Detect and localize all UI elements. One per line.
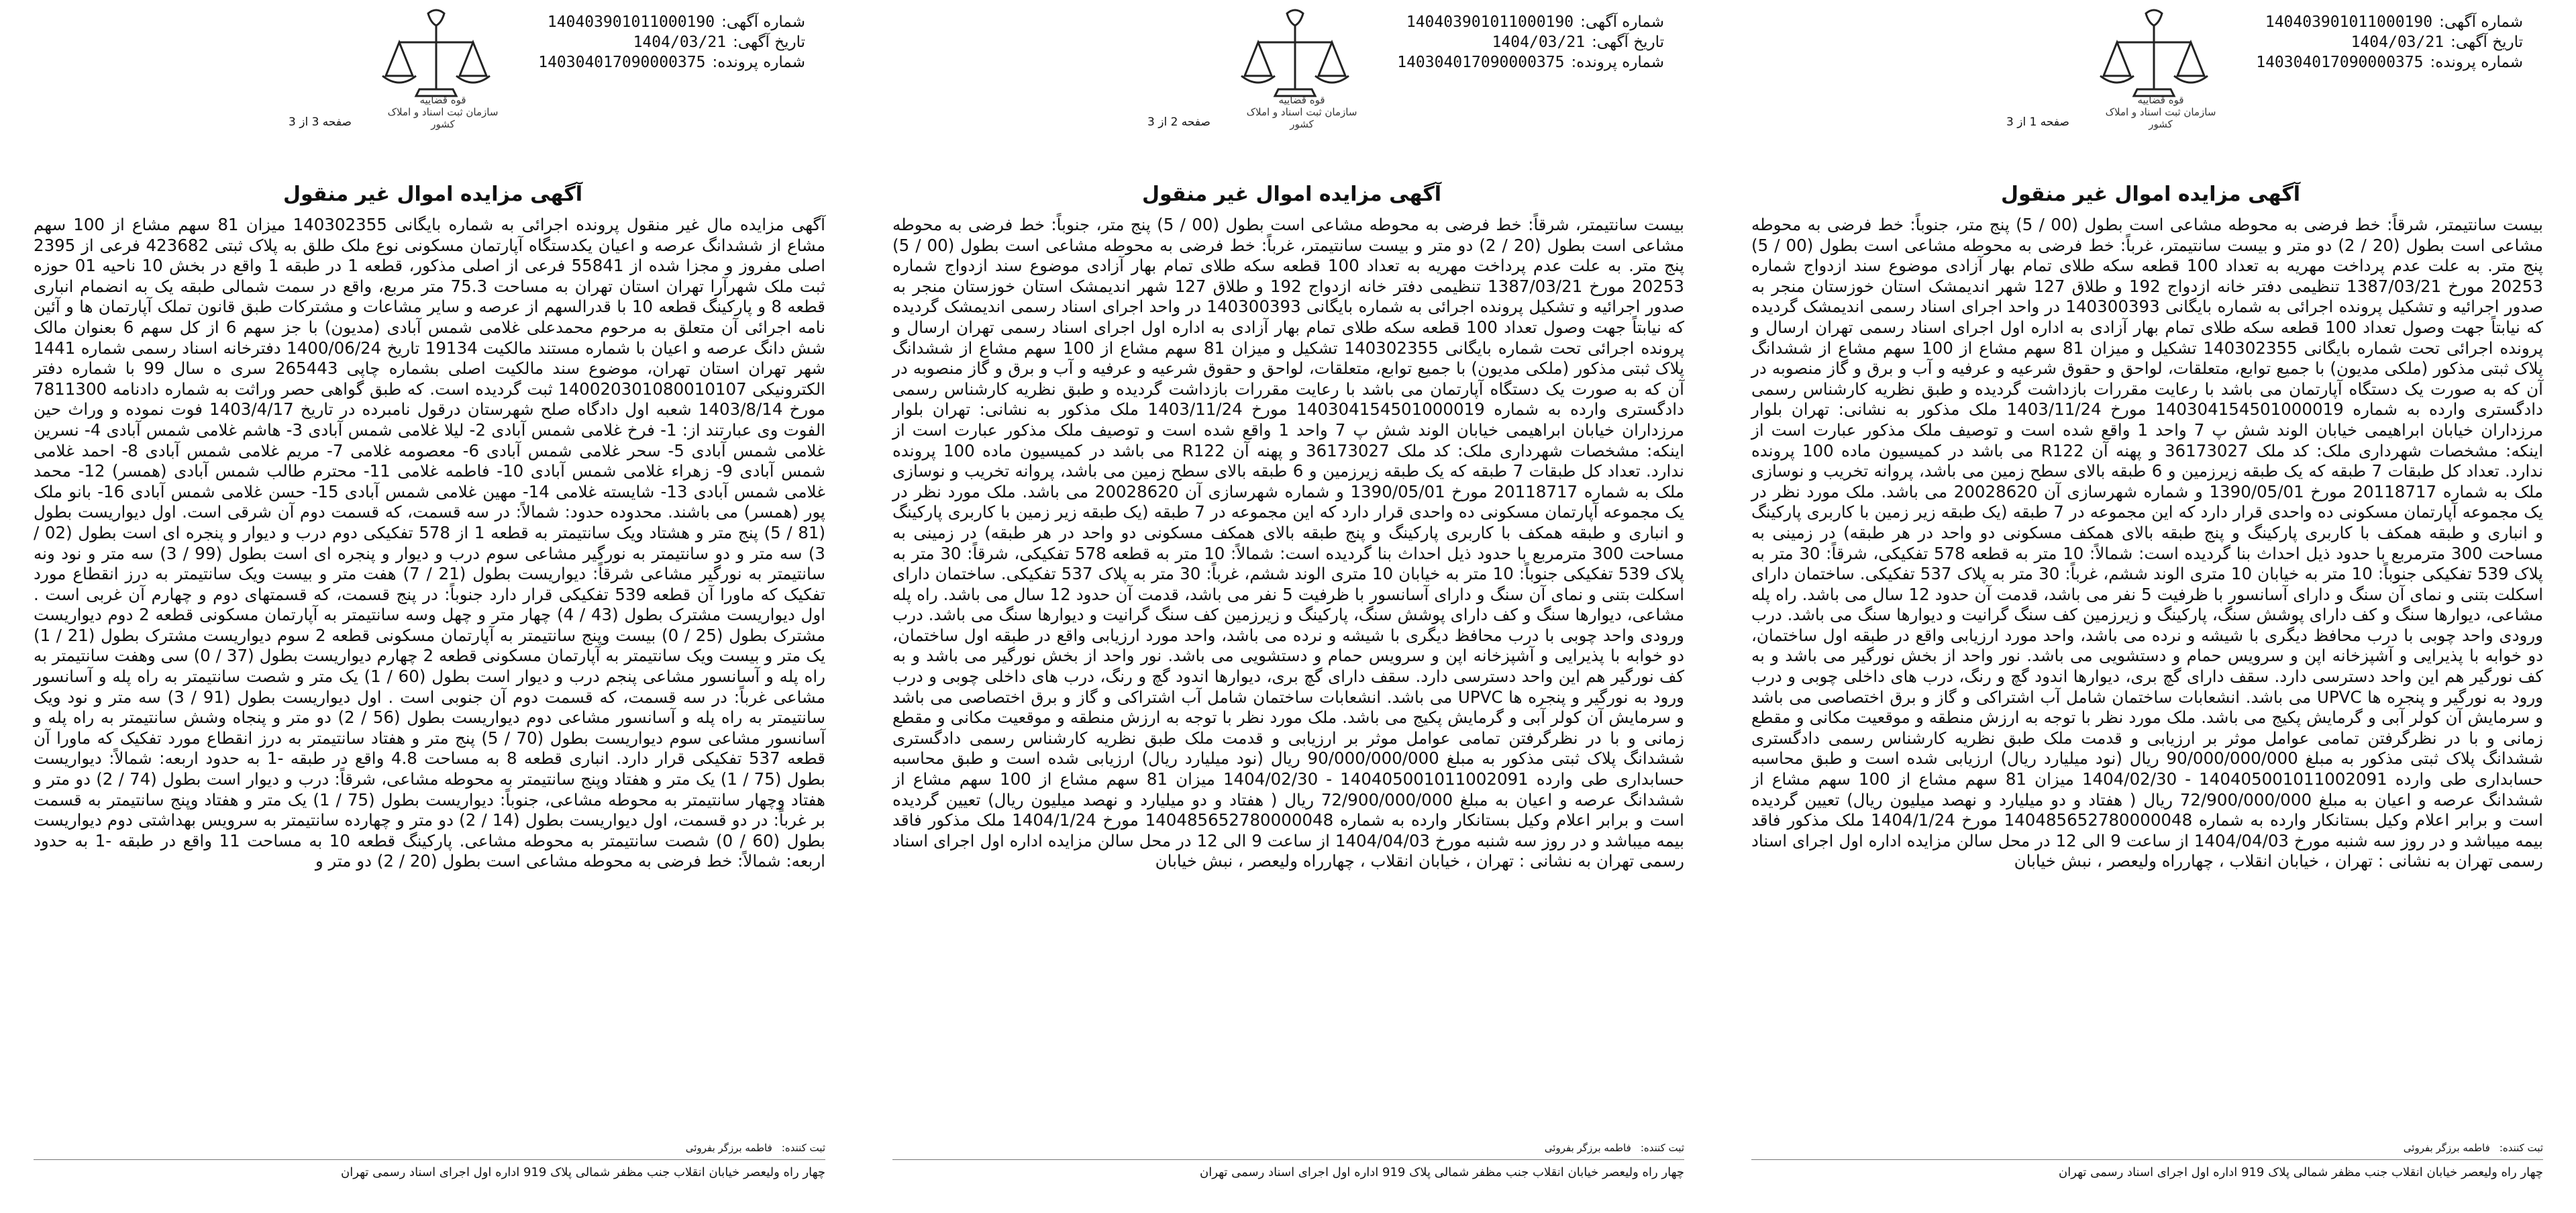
notice-date: 1404/03/21 (2351, 34, 2444, 51)
org-line-2: سازمان ثبت اسناد و املاک کشور (387, 106, 499, 130)
notice-number-label: شماره آگهی: (1580, 13, 1664, 31)
signer-name: فاطمه برزگر بفروئی (685, 1142, 772, 1154)
notice-date-label: تاریخ آگهی: (733, 34, 805, 51)
organization-logo-text (2094, 94, 2228, 130)
org-line-1: قوه قضاییه (1278, 94, 1325, 106)
organization-logo-text (376, 94, 510, 130)
signer (34, 1142, 825, 1154)
notice-sheet-2 (872, 0, 1711, 1213)
org-line-2: سازمان ثبت اسناد و املاک کشور (1246, 106, 1357, 130)
notice-date-label: تاریخ آگهی: (1592, 34, 1664, 51)
notice-body: بیست سانتیمتر، شرقاً: خط فرضی به محوطه مشاعی است بطول (00 / 5) پنج متر، جنوباً: خط فرضی به محوطه مشاعی است بطول (20 / 2) دو متر و بیست سانتیمتر، غرباً: خط فرضی به محوطه مشاعی است بطول (00 / 5) پنج متر. به علت عدم پرداخت مهریه به تعداد 100 قطعه سکه طلای تمام بهار آزادی موضوع سند ازدواج شماره 20253 مورخ 1387/03/21 تنظیمی دفتر خانه ازدواج 192 و طلاق 127 شهر اندیمشک استان خوزستان منجر به صدور اجرائیه و تشکیل پرونده اجرائی به شماره بایگانی 140300393 در واحد اجرای اسناد رسمی اندیمشک گردیده که نیابتاً جهت وصول تعداد 100 قطعه سکه طلای تمام بهار آزادی به اداره اول اجرای اسناد رسمی تهران ارسال و پرونده اجرائی تحت شماره بایگانی 140302355 تشکیل و میزان 81 سهم مشاع از 100 سهم مشاع از ششدانگ پلاک ثبتی مذکور (ملکی مدیون) با جمیع توابع، متعلقات، لواحق و حقوق شرعیه و عرفیه و آب و برق و گاز منصوبه در آن که به صورت یک دستگاه آپارتمان می باشد با رعایت مقررات بازداشت گردیده و طبق نظریه کارشناس رسمی دادگستری وارده به شماره 140304154501000019 مورخ 1403/11/24 ملک مذکور به نشانی: تهران بلوار مرزداران خیابان ابراهیمی خیابان الوند شش پ 7 واحد 1 واقع شده است و توصیف ملک مذکور عبارت است از اینکه: مشخصات شهرداری ملک: کد ملک 36173027 و پهنه آن R122 می باشد در کمیسیون ماده 100 پرونده ندارد. تعداد کل طبقات 7 طبقه که یک طبقه زیرزمین و 6 طبقه بالای سطح زمین می باشد، پروانه تخریب و نوسازی ملک به شماره 20118717 مورخ 1390/05/01 و شماره شهرسازی آن 20028620 می باشد. ملک مورد نظر در یک مجموعه آپارتمان مسکونی ده واحدی قرار دارد که این مجموعه در 7 طبقه (یک طبقه زیر زمین با کاربری پارکینگ و انباری و طبقه همکف با کاربری پارکینگ و پنج طبقه بالای همکف مسکونی دو واحد در هر طبقه) در زمینی به مساحت 300 مترمربع با حدود ذیل احداث بنا گردیده است: شمالاً: 10 متر به قطعه 578 تفکیکی، شرقاً: 30 متر به پلاک 539 تفکیکی جنوباً: 10 متر به خیابان 10 متری الوند ششم، غرباً: 30 متر به پلاک 537 تفکیکی. ساختمان دارای اسکلت بتنی و نمای آن سنگ و دارای آسانسور با ظرفیت 5 نفر می باشد، قدمت آن حدود 12 سال می باشد. راه پله مشاعی، دیوارها سنگ و کف دارای پوشش سنگ، پارکینگ و زیرزمین کف سنگ گرانیت و دیوارها سنگ می باشد. درب ورودی واحد چوبی با درب محافظ دیگری با شیشه و نرده می باشد، واحد مورد ارزیابی واقع در طبقه اول ساختمان، دو خوابه با پذیرایی و آشپزخانه اپن و سرویس حمام و دستشویی می باشد. نور واحد از بخش نورگیر می باشد و به کف نورگیر هم این واحد دسترسی دارد. سقف دارای گچ بری، دیوارها اندود گچ و رنگ، درب های داخلی چوبی و درب ورود به نورگیر و پنجره ها UPVC می باشد. انشعابات ساختمان شامل آب اشتراکی و گاز و برق اختصاصی می باشد و سرمایش آن کولر آبی و گرمایش پکیج می باشد. ملک مورد نظر با توجه به ارزش منطقه و موقعیت مکانی و مقطع زمانی و با در نظرگرفتن تمامی عوامل موثر بر ارزیابی و قدمت ملک طبق نظریه کارشناس رسمی دادگستری ششدانگ پلاک ثبتی مذکور به مبلغ 90/000/000/000 ریال (نود میلیارد ریال) ارزیابی شده است و طبق محاسبه حسابداری طی وارده 140405001011002091 - 1404/02/30 میزان 81 سهم مشاع از 100 سهم مشاع از ششدانگ عرصه و اعیان به مبلغ 72/900/000/000 ریال ( هفتاد و دو میلیارد و نهصد میلیون ریال) تعیین گردیده است و برابر اعلام وکیل بستانکار وارده به شماره 140485652780000048 مورخ 1404/1/24 ملک مذکور فاقد بیمه میباشد و در روز سه شنبه مورخ 1404/04/03 از ساعت 9 الی 12 در محل سالن مزایده اداره اول اجرای اسناد رسمی تهران به نشانی : تهران ، خیابان انقلاب ، چهارراه ولیعصر ، نبش خیابان (1751, 215, 2544, 871)
signer-label: ثبت کننده: (2499, 1142, 2543, 1154)
signer-name: فاطمه برزگر بفروئی (1544, 1142, 1631, 1154)
notice-number: 140403901011000190 (1406, 13, 1574, 31)
office-address: چهار راه ولیعصر خیابان انقلاب جنب مظفر شمالی پلاک 919 اداره اول اجرای اسناد رسمی تهران (2058, 1165, 2543, 1179)
signer-name: فاطمه برزگر بفروئی (2403, 1142, 2490, 1154)
notice-meta (2241, 12, 2523, 72)
notice-title: آگهی مزایده اموال غیر منقول (1141, 183, 1442, 206)
page-number: صفحه 1 از 3 (2006, 115, 2069, 129)
notice-title: آگهی مزایده اموال غیر منقول (282, 183, 583, 206)
notice-date-label: تاریخ آگهی: (2451, 34, 2523, 51)
case-number-label: شماره پرونده: (712, 54, 805, 71)
org-line-2: سازمان ثبت اسناد و املاک کشور (2105, 106, 2216, 130)
notice-meta (1382, 12, 1664, 72)
case-number: 140304017090000375 (1397, 54, 1565, 71)
notice-title: آگهی مزایده اموال غیر منقول (2000, 183, 2301, 206)
notice-sheet-3 (13, 0, 852, 1213)
page-number: صفحه 3 از 3 (289, 115, 352, 129)
office-address: چهار راه ولیعصر خیابان انقلاب جنب مظفر شمالی پلاک 919 اداره اول اجرای اسناد رسمی تهران (340, 1165, 825, 1179)
notice-body: آگهی مزایده مال غیر منقول پرونده اجرائی به شماره بایگانی 140302355 میزان 81 سهم مشاع از 100 سهم مشاع از ششدانگ عرصه و اعیان یکدستگاه آپارتمان مسکونی نوع ملک طلق به پلاک ثبتی 423682 فرعی از 2395 اصلی مفروز و مجزا شده از 55841 فرعی از اصلی مذکور، قطعه 1 در طبقه 1 واقع در بخش 10 ناحیه 01 حوزه ثبت ملک شهرآرا تهران استان تهران به مساحت 75.3 متر مربع، واقع در سمت شمالی طبقه یک به انضمام انباری قطعه 8 و پارکینگ قطعه 10 با قدرالسهم از عرصه و سایر مشاعات و مشترکات طبق قانون تملک آپارتمان ها و آئین نامه اجرائی آن متعلق به مرحوم محمدعلی غلامی شمس آبادی (مدیون) با جز سهم 6 از کل سهم 6 بعنوان مالک شش دانگ عرصه و اعیان با شماره مستند مالکیت 19134 تاریخ 1400/06/24 دفترخانه اسناد رسمی شماره 1441 شهر تهران استان تهران، موضوع سند مالکیت اصلی بشماره چاپی 265443 سری ه سال 99 با شماره دفتر الکترونیکی 140020301080010107 ثبت گردیده است. که طبق گواهی حصر وراثت به شماره دادنامه 7811300 مورخ 1403/8/14 شعبه اول دادگاه صلح شهرستان درقول نامبرده در تاریخ 1403/4/17 فوت نموده و وراث حین الفوت وی عبارتند از: 1- فرخ غلامی شمس آبادی 2- لیلا غلامی شمس آبادی 3- هاشم غلامی شمس آبادی 4- نسرین غلامی شمس آبادی 5- سحر غلامی شمس آبادی 6- معصومه غلامی 7- مریم غلامی شمس آبادی 8- احمد غلامی شمس آبادی 9- زهراء غلامی شمس آبادی 10- فاطمه غلامی 11- محترم طالب شمس آبادی (همسر) 12- محمد غلامی شمس آبادی 13- شایسته غلامی 14- مهین غلامی شمس آبادی 15- حسن غلامی شمس آبادی 16- بانو ملک پور (همسر) می باشند. محدوده حدود: شمالاً: در سه قسمت، که قسمت دوم آن شرقی است. اول دیواریست بطول (81 / 5) پنج متر و هشتاد ویک سانتیمتر به قطعه 1 از 578 تفکیکی دوم درب و دیوار و پنجره ای است بطول (02 / 3) سه متر و دو سانتیمتر به نورگیر مشاعی سوم درب و دیوار و پنجره ای است بطول (99 / 3) سه متر و نود ونه سانتیمتر به نورگیر مشاعی شرقاً: دیواریست بطول (21 / 7) هفت متر و بیست ویک سانتیمتر به درز انقطاع مورد تفکیک که ماورا آن قطعه 539 تفکیکی قرار دارد جنوباً: در پنج قسمت، که قسمتهای دوم و چهارم آن غربی است . اول دیواریست مشترک بطول (43 / 4) چهار متر و چهل وسه سانتیمتر به آپارتمان مسکونی قطعه 2 دوم دیواریست مشترک بطول (25 / 0) بیست وپنج سانتیمتر به آپارتمان مسکونی قطعه 2 سوم دیواریست مشترک بطول (21 / 1) یک متر و بیست ویک سانتیمتر به آپارتمان مسکونی قطعه 2 چهارم دیواریست بطول (37 / 0) سی وهفت سانتیمتر به راه پله و آسانسور مشاعی پنجم درب و دیوار است بطول (60 / 1) یک متر و شصت سانتیمتر به راه پله و آسانسور مشاعی غرباً: در سه قسمت، که قسمت دوم آن جنوبی است . اول دیواریست بطول (91 / 3) سه متر و نود ویک سانتیمتر به راه پله و آسانسور مشاعی دوم دیواریست بطول (56 / 2) دو متر و پنجاه وشش سانتیمتر به راه پله و آسانسور مشاعی سوم دیواریست بطول (70 / 5) پنج متر و هفتاد سانتیمتر به درز انقطاع مورد تفکیک که ماورا آن قطعه 537 تفکیکی قرار دارد. انباری قطعه 8 به مساحت 4.8 واقع در طبقه -1 به حدود اربعه: شمالاً: دیواریست بطول (75 / 1) یک متر و هفتاد وپنج سانتیمتر به محوطه مشاعی، شرقاً: درب و دیوار است بطول (74 / 2) دو متر و هفتاد وچهار سانتیمتر به محوطه مشاعی، جنوباً: دیواریست بطول (75 / 1) یک متر و هفتاد وپنج سانتیمتر به قسمت بر غرباً: در دو قسمت، اول دیواریست بطول (14 / 2) دو متر و چهارده سانتیمتر به سرویس بهداشتی دوم دیواریست بطول (60 / 0) شصت سانتیمتر به محوطه مشاعی. پارکینگ قطعه 10 به مساحت 11 واقع در طبقه -1 به حدود اربعه: شمالاً: خط فرضی به محوطه مشاعی است بطول (20 / 2) دو متر و (34, 215, 826, 871)
signer (892, 1142, 1684, 1154)
case-number-label: شماره پرونده: (1571, 54, 1664, 71)
notice-meta (523, 12, 805, 72)
signer (1751, 1142, 2543, 1154)
notice-sheet-1 (1731, 0, 2570, 1213)
case-number-label: شماره پرونده: (2430, 54, 2523, 71)
case-number: 140304017090000375 (538, 54, 706, 71)
signer-label: ثبت کننده: (781, 1142, 825, 1154)
notice-number-label: شماره آگهی: (2439, 13, 2523, 31)
divider (892, 1159, 1684, 1160)
org-line-1: قوه قضاییه (2137, 94, 2184, 106)
notice-number-label: شماره آگهی: (721, 13, 805, 31)
notice-body: بیست سانتیمتر، شرقاً: خط فرضی به محوطه مشاعی است بطول (00 / 5) پنج متر، جنوباً: خط فرضی به محوطه مشاعی است بطول (20 / 2) دو متر و بیست سانتیمتر، غرباً: خط فرضی به محوطه مشاعی است بطول (00 / 5) پنج متر. به علت عدم پرداخت مهریه به تعداد 100 قطعه سکه طلای تمام بهار آزادی موضوع سند ازدواج شماره 20253 مورخ 1387/03/21 تنظیمی دفتر خانه ازدواج 192 و طلاق 127 شهر اندیمشک استان خوزستان منجر به صدور اجرائیه و تشکیل پرونده اجرائی به شماره بایگانی 140300393 در واحد اجرای اسناد رسمی اندیمشک گردیده که نیابتاً جهت وصول تعداد 100 قطعه سکه طلای تمام بهار آزادی به اداره اول اجرای اسناد رسمی تهران ارسال و پرونده اجرائی تحت شماره بایگانی 140302355 تشکیل و میزان 81 سهم مشاع از 100 سهم مشاع از ششدانگ پلاک ثبتی مذکور (ملکی مدیون) با جمیع توابع، متعلقات، لواحق و حقوق شرعیه و عرفیه و آب و برق و گاز منصوبه در آن که به صورت یک دستگاه آپارتمان می باشد با رعایت مقررات بازداشت گردیده و طبق نظریه کارشناس رسمی دادگستری وارده به شماره 140304154501000019 مورخ 1403/11/24 ملک مذکور به نشانی: تهران بلوار مرزداران خیابان ابراهیمی خیابان الوند شش پ 7 واحد 1 واقع شده است و توصیف ملک مذکور عبارت است از اینکه: مشخصات شهرداری ملک: کد ملک 36173027 و پهنه آن R122 می باشد در کمیسیون ماده 100 پرونده ندارد. تعداد کل طبقات 7 طبقه که یک طبقه زیرزمین و 6 طبقه بالای سطح زمین می باشد، پروانه تخریب و نوسازی ملک به شماره 20118717 مورخ 1390/05/01 و شماره شهرسازی آن 20028620 می باشد. ملک مورد نظر در یک مجموعه آپارتمان مسکونی ده واحدی قرار دارد که این مجموعه در 7 طبقه (یک طبقه زیر زمین با کاربری پارکینگ و انباری و طبقه همکف با کاربری پارکینگ و پنج طبقه بالای همکف مسکونی دو واحد در هر طبقه) در زمینی به مساحت 300 مترمربع با حدود ذیل احداث بنا گردیده است: شمالاً: 10 متر به قطعه 578 تفکیکی، شرقاً: 30 متر به پلاک 539 تفکیکی جنوباً: 10 متر به خیابان 10 متری الوند ششم، غرباً: 30 متر به پلاک 537 تفکیکی. ساختمان دارای اسکلت بتنی و نمای آن سنگ و دارای آسانسور با ظرفیت 5 نفر می باشد، قدمت آن حدود 12 سال می باشد. راه پله مشاعی، دیوارها سنگ و کف دارای پوشش سنگ، پارکینگ و زیرزمین کف سنگ گرانیت و دیوارها سنگ می باشد. درب ورودی واحد چوبی با درب محافظ دیگری با شیشه و نرده می باشد، واحد مورد ارزیابی واقع در طبقه اول ساختمان، دو خوابه با پذیرایی و آشپزخانه اپن و سرویس حمام و دستشویی می باشد. نور واحد از بخش نورگیر می باشد و به کف نورگیر هم این واحد دسترسی دارد. سقف دارای گچ بری، دیوارها اندود گچ و رنگ، درب های داخلی چوبی و درب ورود به نورگیر و پنجره ها UPVC می باشد. انشعابات ساختمان شامل آب اشتراکی و گاز و برق اختصاصی می باشد و سرمایش آن کولر آبی و گرمایش پکیج می باشد. ملک مورد نظر با توجه به ارزش منطقه و موقعیت مکانی و مقطع زمانی و با در نظرگرفتن تمامی عوامل موثر بر ارزیابی و قدمت ملک طبق نظریه کارشناس رسمی دادگستری ششدانگ پلاک ثبتی مذکور به مبلغ 90/000/000/000 ریال (نود میلیارد ریال) ارزیابی شده است و طبق محاسبه حسابداری طی وارده 140405001011002091 - 1404/02/30 میزان 81 سهم مشاع از 100 سهم مشاع از ششدانگ عرصه و اعیان به مبلغ 72/900/000/000 ریال ( هفتاد و دو میلیارد و نهصد میلیون ریال) تعیین گردیده است و برابر اعلام وکیل بستانکار وارده به شماره 140485652780000048 مورخ 1404/1/24 ملک مذکور فاقد بیمه میباشد و در روز سه شنبه مورخ 1404/04/03 از ساعت 9 الی 12 در محل سالن مزایده اداره اول اجرای اسناد رسمی تهران به نشانی : تهران ، خیابان انقلاب ، چهارراه ولیعصر ، نبش خیابان (892, 215, 1685, 871)
org-line-1: قوه قضاییه (419, 94, 466, 106)
notice-number: 140403901011000190 (2265, 13, 2433, 31)
page-number: صفحه 2 از 3 (1147, 115, 1210, 129)
case-number: 140304017090000375 (2256, 54, 2424, 71)
divider (1751, 1159, 2543, 1160)
signer-label: ثبت کننده: (1640, 1142, 1684, 1154)
notice-number: 140403901011000190 (547, 13, 715, 31)
notice-date: 1404/03/21 (1492, 34, 1586, 51)
office-address: چهار راه ولیعصر خیابان انقلاب جنب مظفر شمالی پلاک 919 اداره اول اجرای اسناد رسمی تهران (1199, 1165, 1684, 1179)
divider (34, 1159, 825, 1160)
notice-date: 1404/03/21 (633, 34, 727, 51)
organization-logo-text (1235, 94, 1369, 130)
